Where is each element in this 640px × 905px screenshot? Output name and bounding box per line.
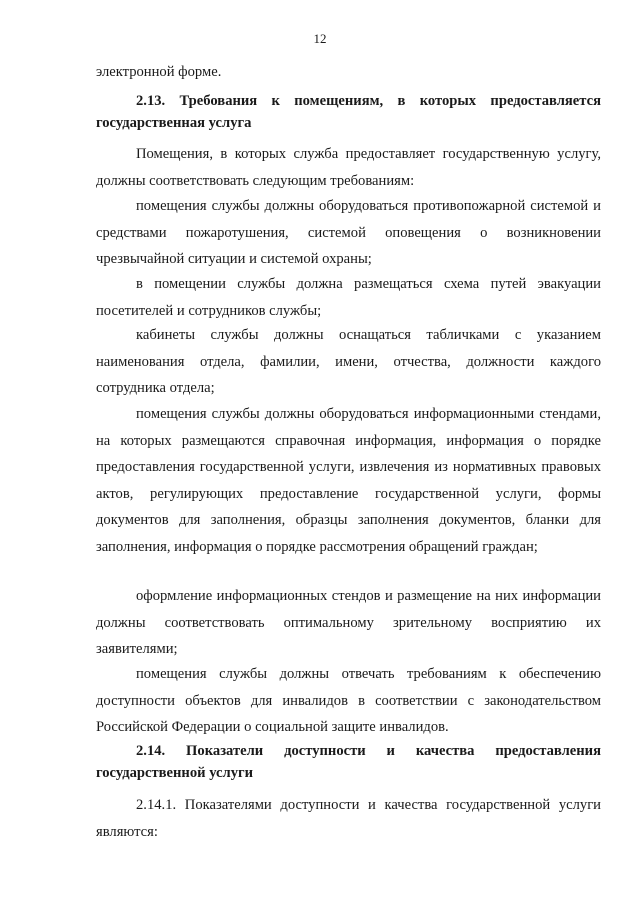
requirement-item-5: оформление информационных стендов и размещение на них информации должны соответствовать оптимальному зрительному восприятию их заявителями; (96, 588, 601, 657)
top-line: электронной форме. (96, 64, 222, 80)
section-2-14-text: 2.14.1. Показателями доступности и качества государственной услуги являются: (96, 797, 601, 840)
page-number: 12 (313, 31, 327, 46)
section-2-13-intro: Помещения, в которых служба предоставляет государственную услугу, должны соответствовать следующим требованиям: (96, 146, 601, 189)
requirement-item-4: помещения службы должны оборудоваться информационными стендами, на которых размещаются справочная информация, информация о порядке предоставления государственной услуги, извлечения из нормативных правовых актов, регулирующих предоставление государственной услуги, формы документов для заполнения, образцы заполнения документов, бланки для заполнения, информация о порядке рассмотрения обращений граждан; (96, 406, 601, 555)
requirement-item-6: помещения службы должны отвечать требованиям к обеспечению доступности объектов для инвалидов в соответствии с законодательством Российской Федерации о социальной защите инвалидов. (96, 666, 601, 735)
requirement-item-1: помещения службы должны оборудоваться противопожарной системой и средствами пожаротушения, системой оповещения о возникновении чрезвычайной ситуации и системой охраны; (96, 198, 601, 267)
requirement-item-3: кабинеты службы должны оснащаться табличками с указанием наименования отдела, фамилии, имени, отчества, должности каждого сотрудника отдела; (96, 327, 601, 396)
section-2-14-heading: 2.14. Показатели доступности и качества предоставления государственной услуги (96, 743, 601, 781)
section-2-13-heading: 2.13. Требования к помещениям, в которых предоставляется государственная услуга (96, 93, 601, 131)
requirement-item-2: в помещении службы должна размещаться схема путей эвакуации посетителей и сотрудников службы; (96, 276, 601, 319)
